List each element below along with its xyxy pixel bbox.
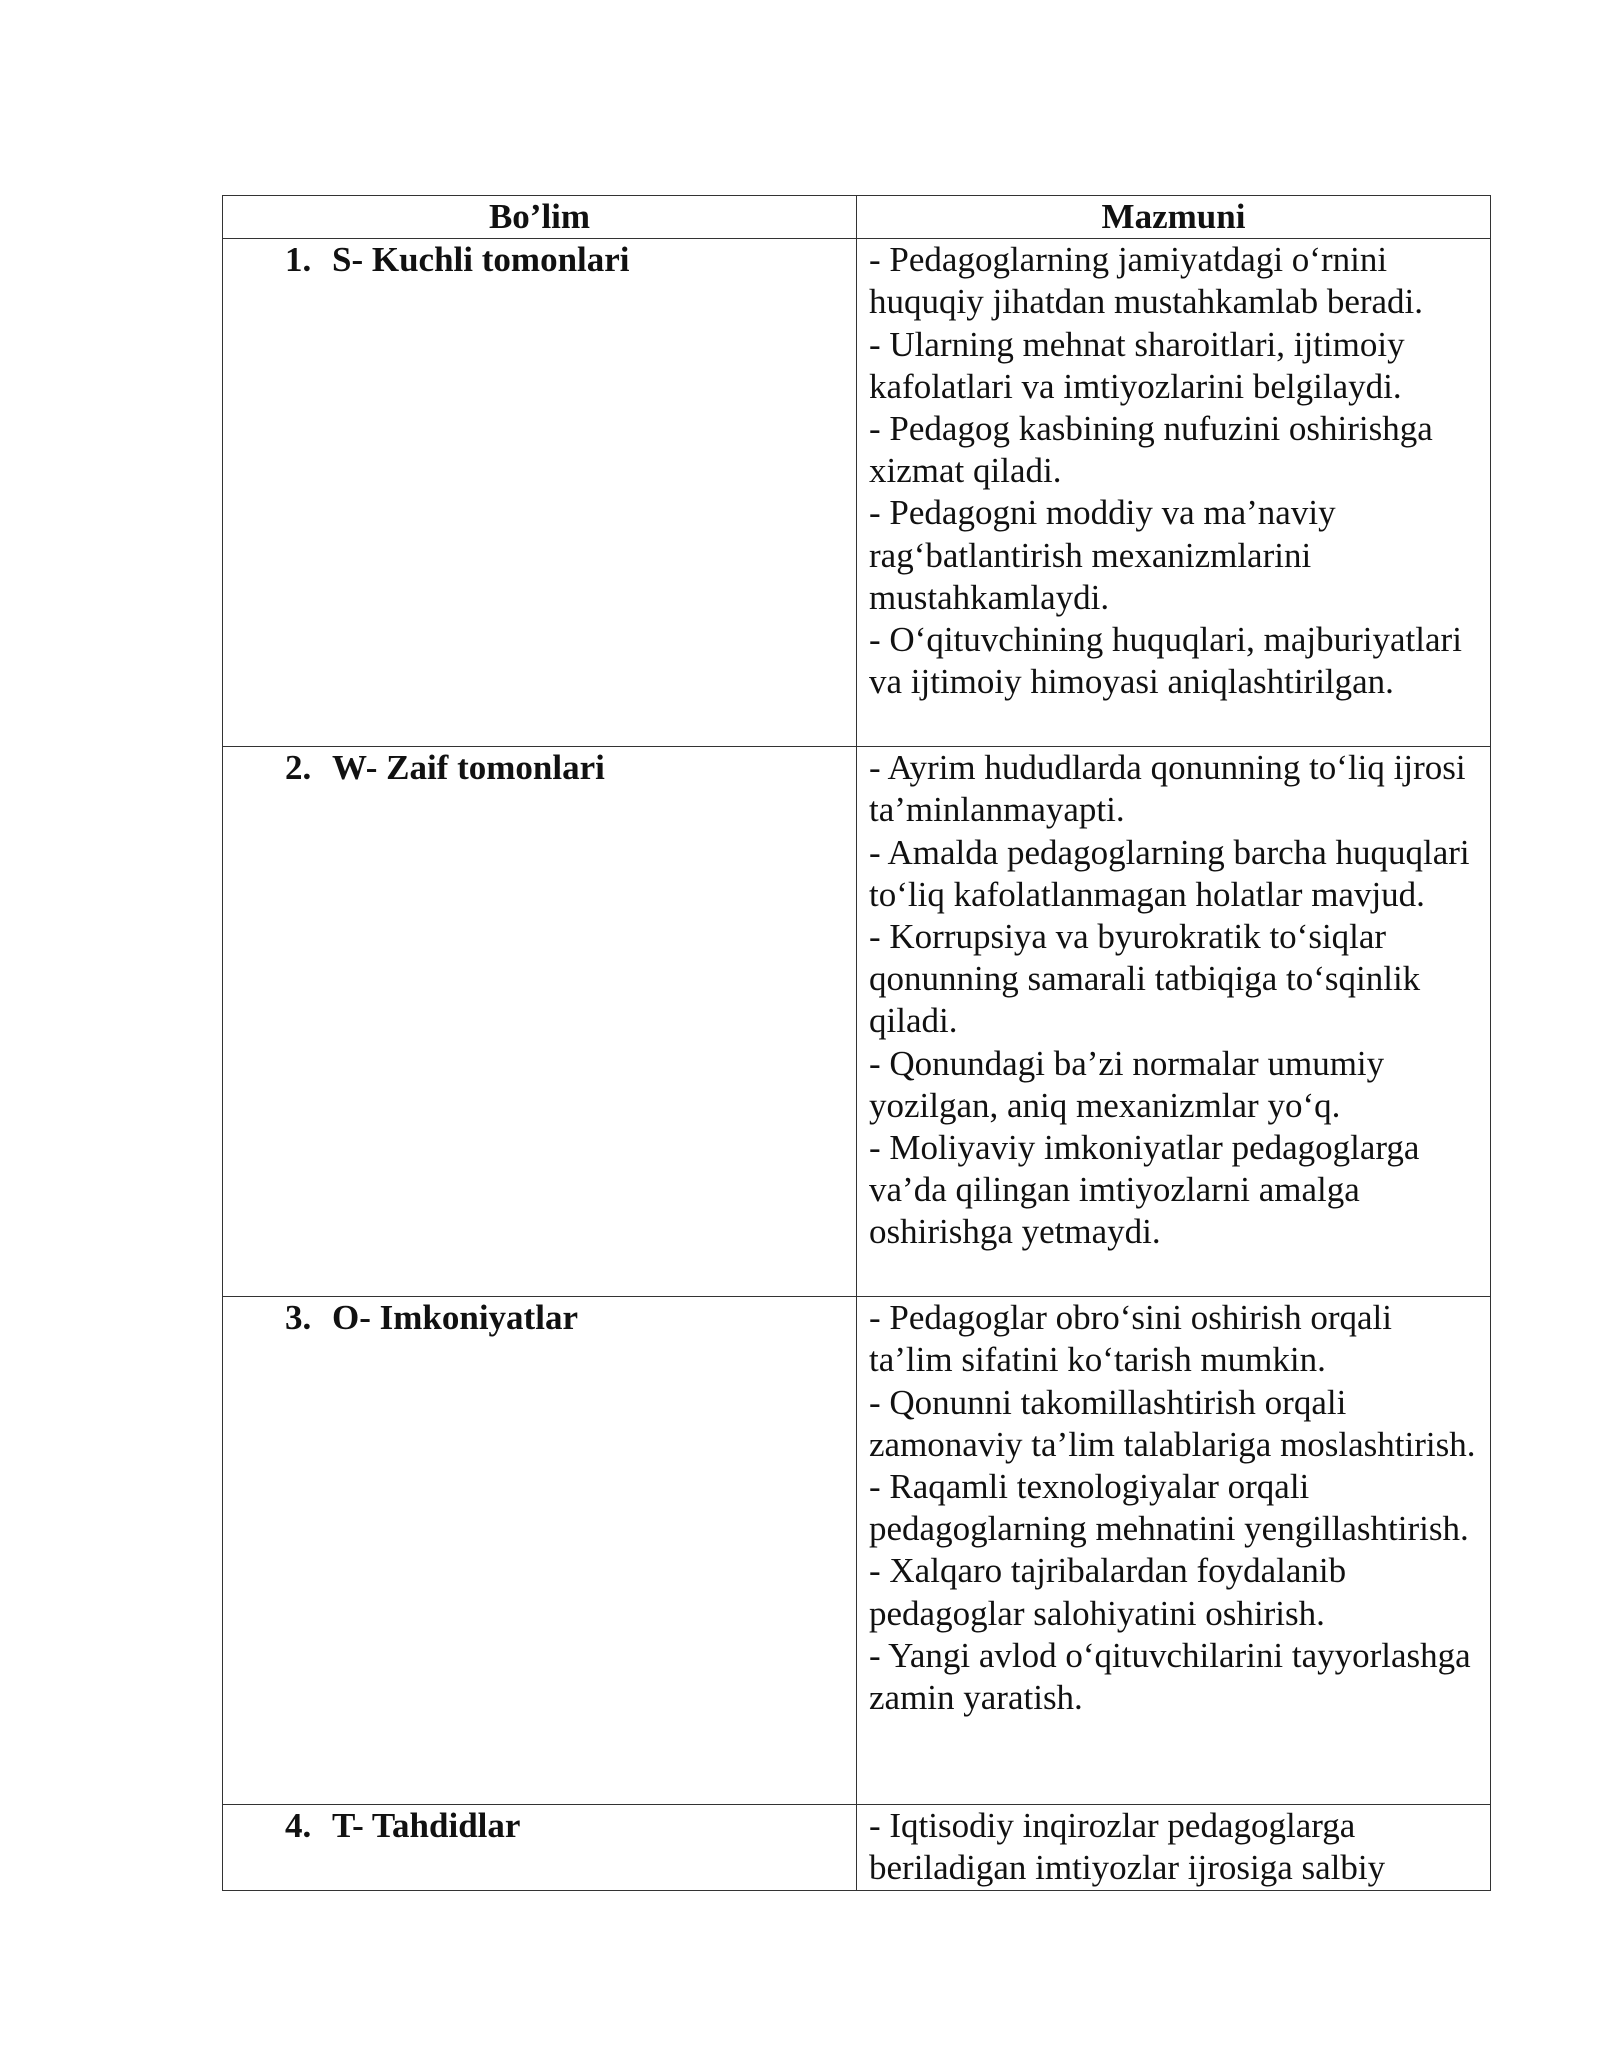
- content-line: - Amalda pedagoglarning barcha huquqlari to‘liq kafolatlanmagan holatlar mavjud.: [869, 832, 1470, 914]
- row-number: 1.: [285, 240, 312, 280]
- section-title: T- Tahdidlar: [332, 1806, 521, 1846]
- section-cell: [223, 1805, 857, 1890]
- content-line: - Pedagog kasbining nufuzini oshirishga xizmat qiladi.: [869, 409, 1433, 491]
- section-cell: [223, 747, 857, 1297]
- header-content: Mazmuni: [857, 196, 1491, 239]
- content-line: - Ayrim hududlarda qonunning to‘liq ijrosi ta’minlanmayapti.: [869, 748, 1466, 830]
- section-cell: [223, 1297, 857, 1805]
- section-cell: [223, 239, 857, 747]
- table-row: [223, 239, 1491, 747]
- content-cell: [857, 1805, 1491, 1890]
- content-line: - Ularning mehnat sharoitlari, ijtimoiy kafolatlari va imtiyozlarini belgilaydi.: [869, 324, 1405, 406]
- section-title: O- Imkoniyatlar: [332, 1298, 578, 1338]
- section-title: S- Kuchli tomonlari: [332, 240, 630, 280]
- content-cell: [857, 239, 1491, 747]
- content-cell: [857, 1297, 1491, 1805]
- content-line: - Moliyaviy imkoniyatlar pedagoglarga va’da qilingan imtiyozlarni amalga oshirishga yetmaydi.: [869, 1128, 1420, 1252]
- content-line: - Pedagoglarning jamiyatdagi o‘rnini huquqiy jihatdan mustahkamlab beradi.: [869, 240, 1424, 322]
- table-row: [223, 1805, 1491, 1890]
- row-number: 3.: [285, 1298, 312, 1338]
- content-line: - Pedagogni moddiy va ma’naviy rag‘batlantirish mexanizmlarini mustahkamlaydi.: [869, 493, 1336, 617]
- row-number: 4.: [285, 1806, 312, 1846]
- table-row: [223, 1297, 1491, 1805]
- header-section: Bo’lim: [223, 196, 857, 239]
- table-header-row: [223, 196, 1491, 239]
- section-title: W- Zaif tomonlari: [332, 748, 605, 788]
- swot-table: [222, 195, 1491, 1891]
- content-line: - Korrupsiya va byurokratik to‘siqlar qonunning samarali tatbiqiga to‘sqinlik qiladi.: [869, 917, 1421, 1041]
- table-row: [223, 747, 1491, 1297]
- content-line: - Iqtisodiy inqirozlar pedagoglarga beriladigan imtiyozlar ijrosiga salbiy: [869, 1806, 1386, 1888]
- row-number: 2.: [285, 748, 312, 788]
- content-line: - Qonunni takomillashtirish orqali zamonaviy ta’lim talablariga moslashtirish.: [869, 1382, 1476, 1464]
- content-line: - Qonundagi ba’zi normalar umumiy yozilgan, aniq mexanizmlar yo‘q.: [869, 1043, 1385, 1125]
- content-cell: [857, 747, 1491, 1297]
- content-line: - Xalqaro tajribalardan foydalanib pedagoglar salohiyatini oshirish.: [869, 1551, 1347, 1633]
- content-line: - O‘qituvchining huquqlari, majburiyatlari va ijtimoiy himoyasi aniqlashtirilgan.: [869, 620, 1462, 702]
- content-line: - Pedagoglar obro‘sini oshirish orqali ta’lim sifatini ko‘tarish mumkin.: [869, 1298, 1392, 1380]
- content-line: - Yangi avlod o‘qituvchilarini tayyorlashga zamin yaratish.: [869, 1635, 1471, 1718]
- content-line: - Raqamli texnologiyalar orqali pedagoglarning mehnatini yengillashtirish.: [869, 1467, 1469, 1549]
